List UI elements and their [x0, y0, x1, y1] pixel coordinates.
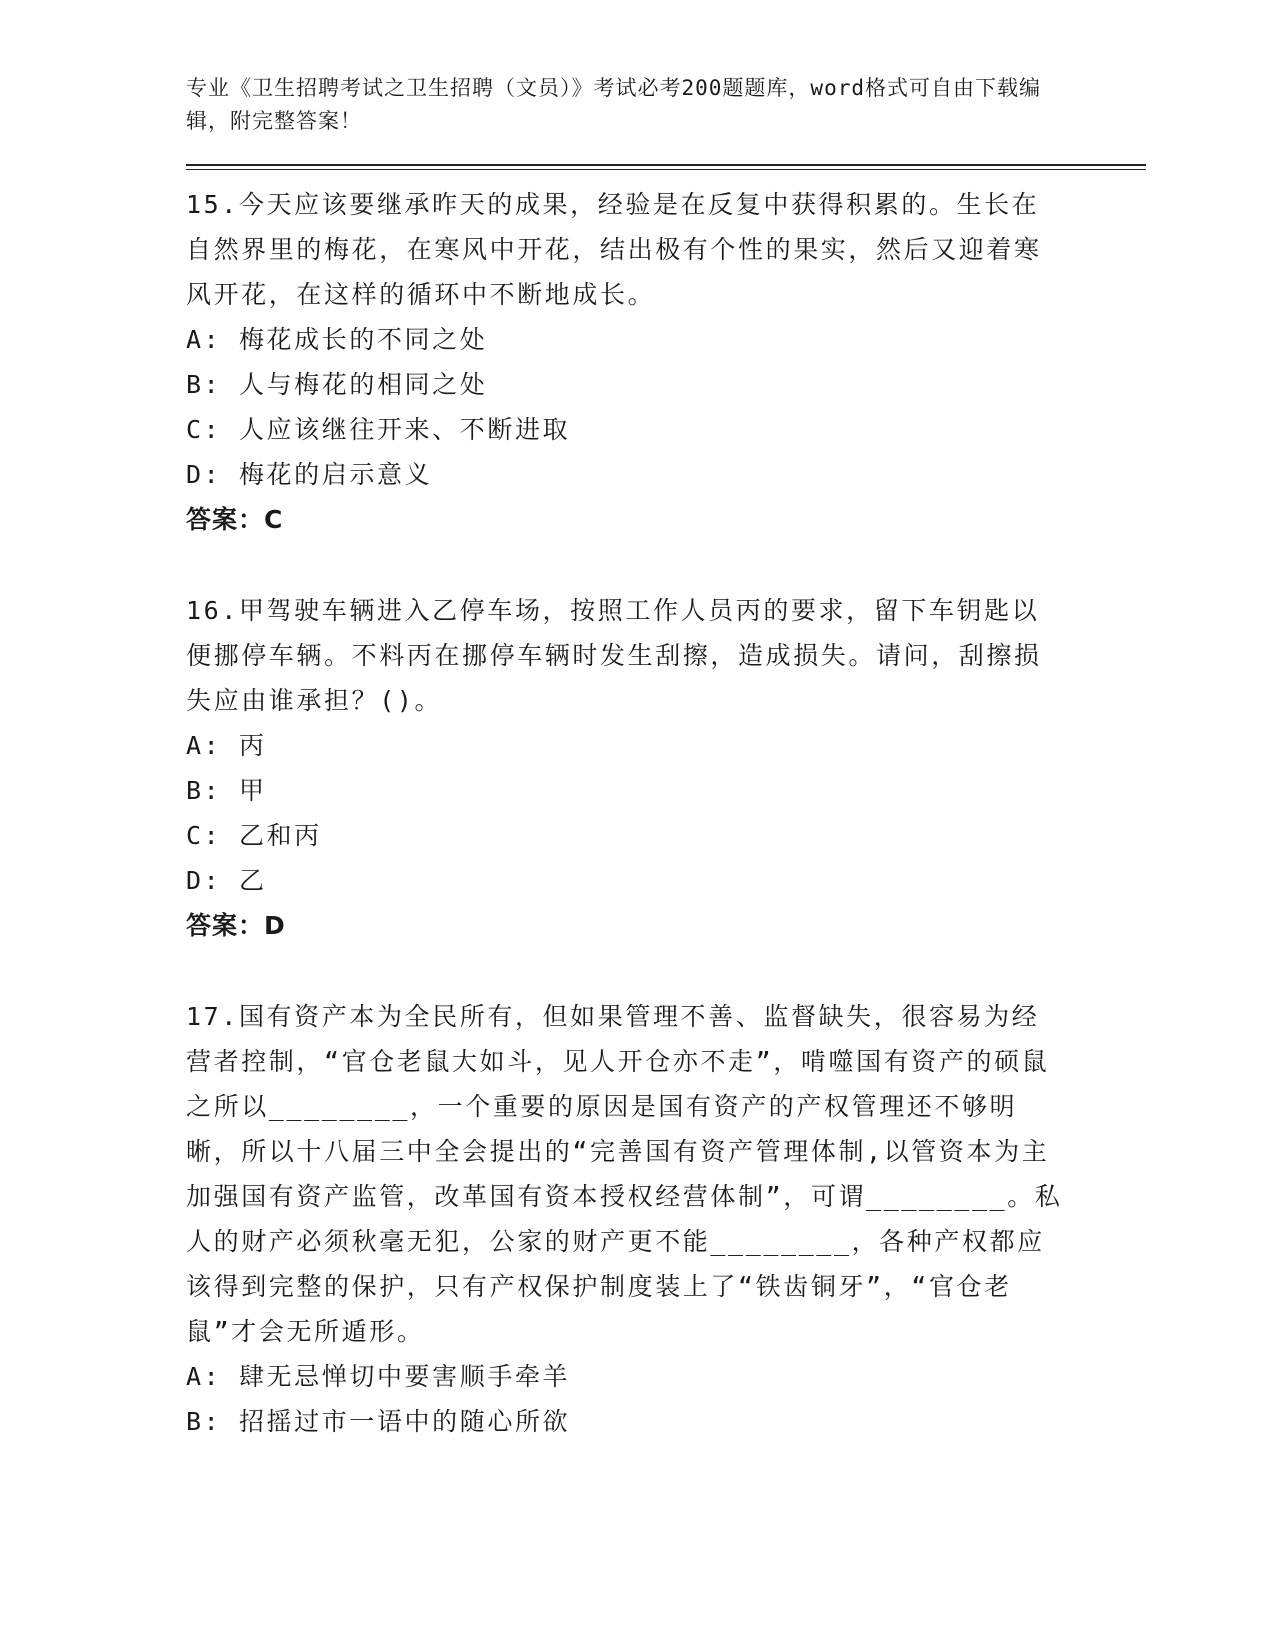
option-a: A: 梅花成长的不同之处 — [186, 325, 488, 354]
question-16 — [186, 588, 1146, 948]
question-stem: 17.国有资产本为全民所有，但如果管理不善、监督缺失，很容易为经营者控制，“官仓老鼠大如斗，见人开仓亦不走”，啃噬国有资产的硕鼠之所以________，一个重要的原因是国有资产的产权管理还不够明晰，所以十八届三中全会提出的“完善国有资产管理体制,以管资本为主加强国有资产监管，改革国有资本授权经营体制”，可谓________。私人的财产必须秋毫无犯，公家的财产更不能________，各种产权都应该得到完整的保护，只有产权保护制度装上了“铁齿铜牙”，“官仓老鼠”才会无所遁形。 — [186, 1002, 1063, 1346]
document-page — [186, 72, 1146, 1444]
question-stem: 15.今天应该要继承昨天的成果，经验是在反复中获得积累的。生长在自然界里的梅花，在寒风中开花，结出极有个性的果实，然后又迎着寒风开花，在这样的循环中不断地成长。 — [186, 190, 1042, 309]
question-17 — [186, 994, 1146, 1444]
header-divider — [186, 164, 1146, 166]
option-d: D: 乙 — [186, 866, 267, 895]
option-a: A: 肆无忌惮切中要害顺手牵羊 — [186, 1362, 571, 1391]
header-divider-thin — [186, 169, 1146, 170]
option-b: B: 人与梅花的相同之处 — [186, 370, 488, 399]
document-header: 专业《卫生招聘考试之卫生招聘（文员）》考试必考200题题库，word格式可自由下载编辑，附完整答案！ — [186, 76, 1041, 133]
question-stem: 16.甲驾驶车辆进入乙停车场，按照工作人员丙的要求，留下车钥匙以便挪停车辆。不料丙在挪停车辆时发生刮擦，造成损失。请问，刮擦损失应由谁承担？()。 — [186, 596, 1042, 715]
answer-label: 答案：C — [186, 505, 284, 534]
option-b: B: 招摇过市一语中的随心所欲 — [186, 1407, 571, 1436]
option-a: A: 丙 — [186, 731, 267, 760]
question-15 — [186, 182, 1146, 542]
answer-label: 答案：D — [186, 911, 286, 940]
option-b: B: 甲 — [186, 776, 267, 805]
option-c: C: 乙和丙 — [186, 821, 322, 850]
option-c: C: 人应该继往开来、不断进取 — [186, 415, 571, 444]
option-d: D: 梅花的启示意义 — [186, 460, 433, 489]
